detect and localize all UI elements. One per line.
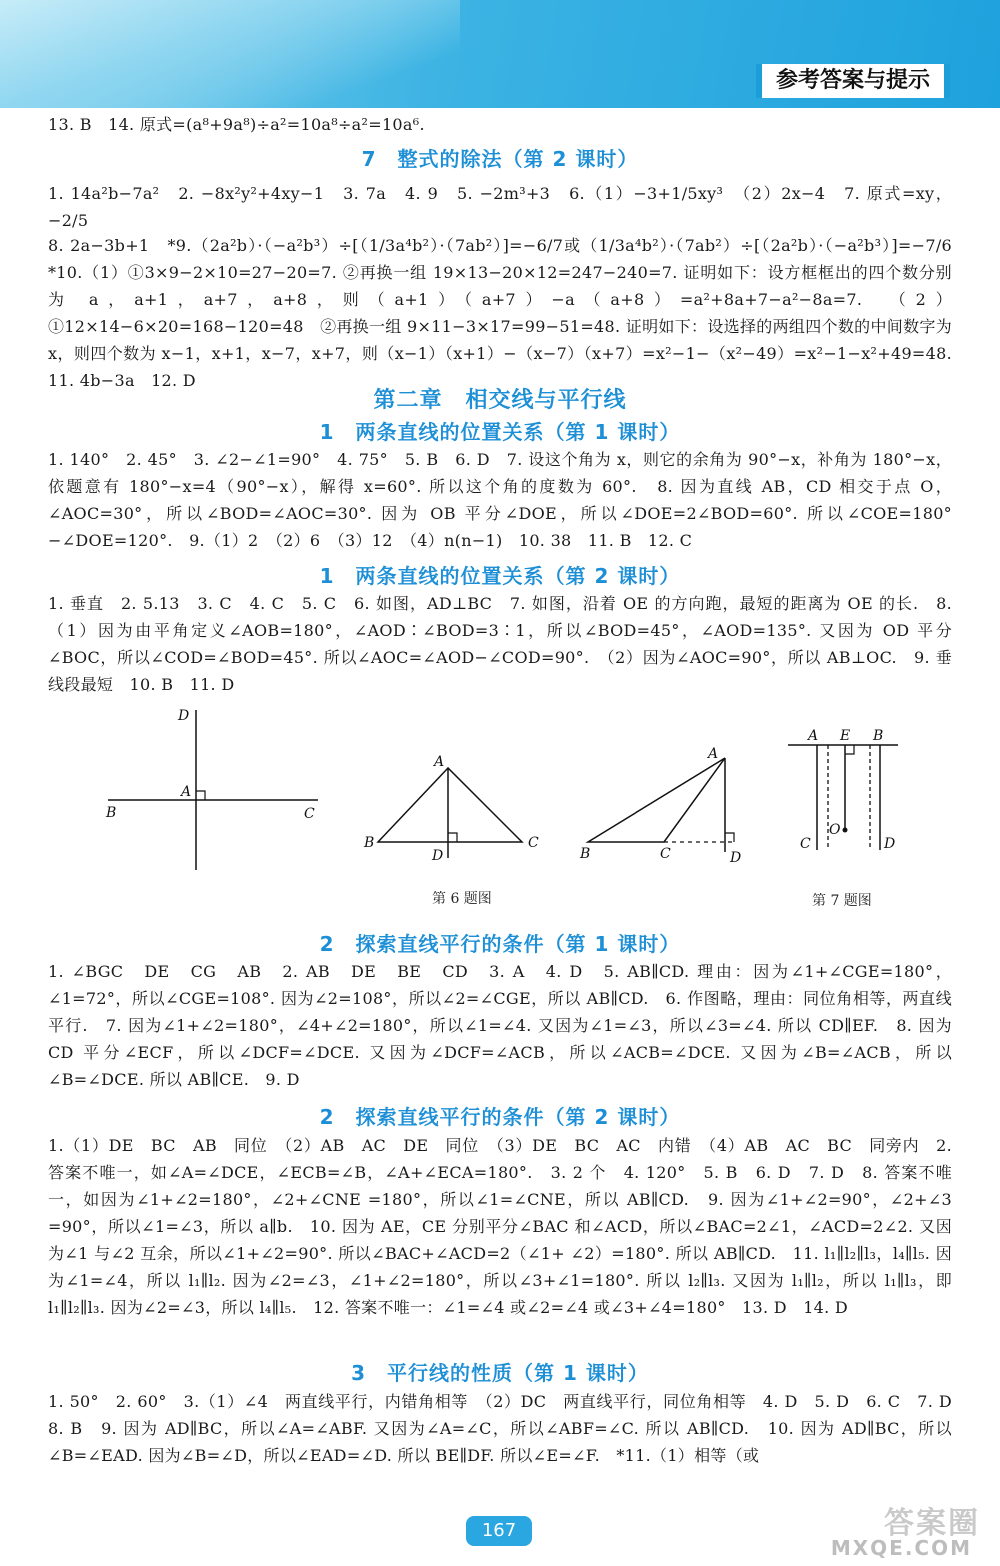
label-A: A: [708, 746, 719, 762]
section-title-2a: 2 探索直线平行的条件（第 1 课时）: [319, 932, 681, 956]
page-number: 167: [466, 1516, 532, 1546]
section-2b-answers: 1.（1）DE BC AB 同位 （2）AB AC DE 同位 （3）DE BC AC 内错 （4）AB AC BC 同旁内 2. 答案不唯一，如∠A=∠DCE，∠ECB=∠B，∠A+∠ECA=180°. 3. 2 个 4. 120° 5. B 6. D 7. D 8. 答案不唯一，如因为∠1+∠2=180°，∠2+∠CNE =180°，所以∠1=∠CNE，所以 AB∥CD. 9. 因为∠1+∠2=90°，∠2+∠3 =90°，所以∠1=∠3，所以 a∥b. 10. 因为 AE，CE 分别平分∠BAC 和∠ACD，所以∠BAC=2∠1，∠ACD=2∠2. 又因为∠1 与∠2 互余，所以∠1+∠2=90°. 所以∠BAC+∠ACD=2（∠1+ ∠2）=180°. 所以 AB∥CD. 11. l₁∥l₂∥l₃，l₄∥l₅. 因为∠1=∠4，所以 l₁∥l₂. 因为∠2=∠3，∠1+∠2=180°，所以∠3+∠1=180°. 所以 l₂∥l₃. 又因为 l₁∥l₂，所以 l₁∥l₃，即 l₁∥l₂∥l₃. 因为∠2=∠3，所以 l₄∥l₅. 12. 答案不唯一：∠1=∠4 或∠2=∠4 或∠3+∠4=180° 13. D 14. D: [48, 1136, 952, 1317]
section-3-answers: 1. 50° 2. 60° 3.（1）∠4 两直线平行，内错角相等 （2）DC 两直线平行，同位角相等 4. D 5. D 6. C 7. D 8. B 9. 因为 AD∥BC，所以∠A=∠ABF. 又因为∠A=∠C，所以∠ABF=∠C. 所以 AB∥CD. 10. 因为 AD∥BC，所以∠B=∠EAD. 因为∠B=∠D，所以∠EAD=∠D. 所以 BE∥DF. 所以∠E=∠F. *11.（1）相等（或: [48, 1392, 969, 1465]
watermark-logo: 答案圈: [884, 1506, 980, 1541]
section-1b-answers: 1. 垂直 2. 5.13 3. C 4. C 5. C 6. 如图，AD⊥BC 7. 如图，沿着 OE 的方向跑，最短的距离为 OE 的长. 8.（1）因为由平角定义∠AOB=180°，∠AOD∶∠BOD=3∶1，所以∠BOD=45°，∠AOD=135°. 又因为 OD 平分∠BOC，所以∠COD=∠BOD=45°. 所以∠AOC=∠AOD−∠COD=90°. （2）因为∠AOC=90°，所以 AB⊥OC. 9. 垂线段最短 10. B 11. D: [48, 594, 952, 694]
figure-obtuse-altitude: [579, 746, 741, 866]
section-title-3: 3 平行线的性质（第 1 课时）: [351, 1361, 649, 1385]
answer-line-top: 13. B 14. 原式=(a⁸+9a⁸)÷a²=10a⁸÷a²=10a⁶.: [48, 115, 425, 134]
figure-7-caption: 第 7 题图: [812, 893, 872, 909]
label-D: D: [178, 708, 190, 724]
section-1a-answers: 1. 140° 2. 45° 3. ∠2−∠1=90° 4. 75° 5. B 6. D 7. 设这个角为 x，则它的余角为 90°−x，补角为 180°−x，依题意有 180°−x=4（90°−x），解得 x=60°. 所以这个角的度数为 60°. 8. 因为直线 AB，CD 相交于点 O，∠AOC=30°，所以∠BOD=∠AOC=30°. 因为 OB 平分∠DOE，所以∠DOE=2∠BOD=60°. 所以∠COE=180°−∠DOE=120°. 9.（1）2 （2）6 （3）12 （4）n(n−1) 10. 38 11. B 12. C: [48, 450, 952, 550]
section-2a-answers: 1. ∠BGC DE CG AB 2. AB DE BE CD 3. A 4. D 5. AB∥CD. 理由：因为∠1+∠CGE=180°，∠1=72°，所以∠CGE=108°. 因为∠2=108°，所以∠2=∠CGE，所以 AB∥CD. 6. 作图略，理由：同位角相等，两直线平行. 7. 因为∠1+∠2=180°，∠4+∠2=180°，所以∠1=∠4. 又因为∠1=∠3，所以∠3=∠4. 所以 CD∥EF. 8. 因为 CD 平分∠ECF，所以∠DCF=∠DCE. 又因为∠DCF=∠ACB，所以∠ACB=∠DCE. 又因为∠B=∠ACB，所以∠B=∠DCE. 所以 AB∥CE. 9. D: [48, 962, 952, 1089]
watermark-url: MXQE.COM: [830, 1536, 972, 1560]
label-B: B: [364, 835, 375, 851]
figure-perpendicular: [105, 708, 318, 870]
figures-area: [0, 700, 1000, 900]
label-A: A: [181, 784, 192, 800]
section-7-answers-2: 8. 2a−3b+1 *9.（2a²b）·（−a²b³）÷[（1/3a⁴b²）·（7ab²）]=−6/7或（1/3a⁴b²）·（7ab²）÷[（2a²b）·（−a²b³）]=−7/6 *10.（1）①3×9−2×10=27−20=7. ②再换一组 19×13−20×12=247−240=7. 证明如下：设方框框出的四个数分别为 a，a+1，a+7，a+8，则（a+1）（a+7）−a（a+8）=a²+8a+7−a²−8a=7. （2）①12×14−6×20=168−120=48 ②再换一组 9×11−3×17=99−51=48. 证明如下：设选择的两组四个数的中间数字为 x，则四个数为 x−1，x+1，x−7，x+7，则（x−1）（x+1）−（x−7）（x+7）=x²−1−（x²−49）=x²−1−x²+49=48. 11. 4b−3a 12. D: [48, 236, 969, 390]
label-C: C: [304, 806, 315, 822]
label-D: D: [884, 836, 896, 852]
label-O: O: [829, 822, 841, 838]
label-B: B: [873, 728, 884, 744]
label-D: D: [730, 850, 742, 866]
figure-6-caption: 第 6 题图: [432, 891, 492, 907]
top-banner: [0, 0, 1000, 108]
figure-road: [788, 728, 898, 852]
label-C: C: [800, 836, 811, 852]
label-B: B: [580, 846, 591, 862]
section-title-1a: 1 两条直线的位置关系（第 1 课时）: [319, 420, 681, 444]
section-tag: 参考答案与提示: [756, 64, 950, 98]
label-C: C: [528, 835, 539, 851]
section-title-7: 7 整式的除法（第 2 课时）: [361, 147, 639, 171]
banner-decoration: [0, 0, 460, 108]
section-title-2b: 2 探索直线平行的条件（第 2 课时）: [319, 1105, 681, 1129]
figure-triangle-altitude: [363, 754, 539, 864]
section-title-1b: 1 两条直线的位置关系（第 2 课时）: [319, 564, 681, 588]
label-A: A: [808, 728, 819, 744]
label-A: A: [434, 754, 445, 770]
label-E: E: [840, 728, 851, 744]
chapter-title: 第二章 相交线与平行线: [373, 388, 627, 413]
section-7-answers-1: 1. 14a²b−7a² 2. −8x²y²+4xy−1 3. 7a 4. 9 5. −2m³+3 6.（1）−3+1/5xy³ （2）2x−4 7. 原式=xy，−2/5: [48, 184, 952, 230]
label-C: C: [660, 846, 671, 862]
label-D: D: [432, 848, 444, 864]
label-B: B: [106, 805, 117, 821]
